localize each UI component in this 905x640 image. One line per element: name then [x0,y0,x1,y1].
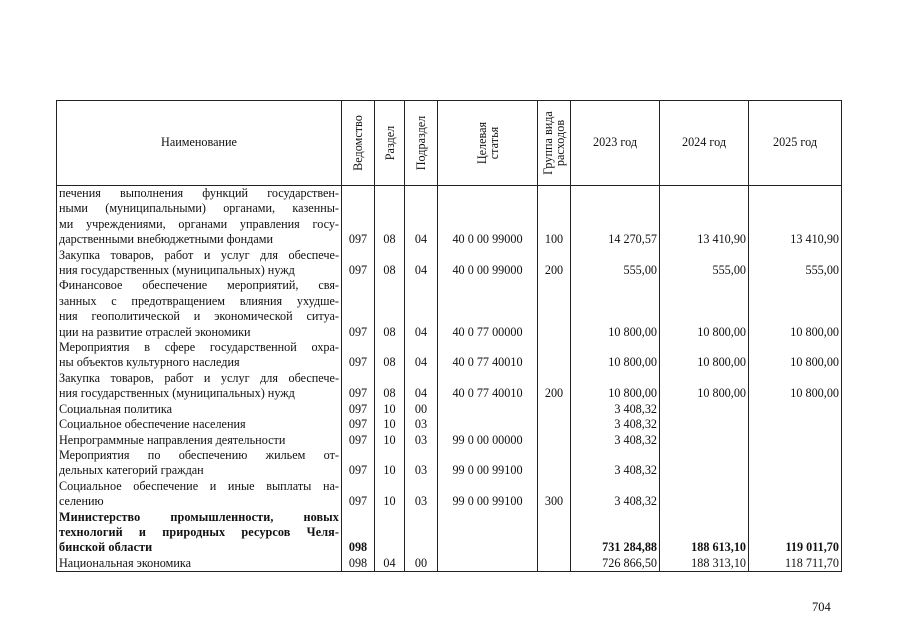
cell-subsection: 04 [405,371,438,402]
cell-dept: 097 [342,417,375,432]
header-subsection: Подраздел [405,101,438,186]
budget-table [56,100,842,572]
cell-group [538,510,571,556]
row-name-line: Министерство промышленности, новых [59,509,339,524]
cell-section: 10 [375,402,405,417]
row-name-line: Социальное обеспечение и иные выплаты на- [59,478,339,493]
cell-section: 04 [375,556,405,572]
cell-y2025: 13 410,90 [749,186,842,248]
cell-y2025: 555,00 [749,248,842,279]
cell-y2023: 10 800,00 [571,340,660,371]
cell-dept: 098 [342,510,375,556]
cell-subsection: 00 [405,556,438,572]
cell-group [538,402,571,417]
cell-y2023: 726 866,50 [571,556,660,572]
cell-y2025 [749,402,842,417]
cell-section: 08 [375,278,405,340]
cell-group [538,556,571,572]
row-name [57,417,342,432]
row-name [57,186,342,248]
table-row [57,556,842,572]
cell-dept: 097 [342,278,375,340]
cell-dept: 097 [342,479,375,510]
cell-y2023: 3 408,32 [571,402,660,417]
cell-dept: 097 [342,340,375,371]
cell-y2025: 119 011,70 [749,510,842,556]
header-2025: 2025 год [749,101,842,186]
cell-y2025: 10 800,00 [749,371,842,402]
cell-subsection: 03 [405,479,438,510]
cell-target: 99 0 00 99100 [438,448,538,479]
table-row [57,479,842,510]
cell-target: 40 0 77 40010 [438,371,538,402]
row-name [57,433,342,448]
row-name [57,556,342,572]
row-name-line: селению [59,494,104,509]
row-name [57,402,342,417]
cell-y2024 [660,417,749,432]
cell-subsection: 04 [405,340,438,371]
cell-target: 99 0 00 99100 [438,479,538,510]
cell-target [438,417,538,432]
cell-y2024: 13 410,90 [660,186,749,248]
row-name-line: Мероприятия по обеспечению жильем от- [59,447,339,462]
table-row [57,448,842,479]
cell-section: 10 [375,417,405,432]
cell-target: 40 0 77 00000 [438,278,538,340]
table-row [57,248,842,279]
row-name [57,278,342,340]
cell-group: 100 [538,186,571,248]
row-name-line: технологий и природных ресурсов Челя- [59,524,339,539]
row-name-line: Закупка товаров, работ и услуг для обеспече- [59,370,339,385]
cell-y2023: 3 408,32 [571,433,660,448]
cell-y2023: 10 800,00 [571,278,660,340]
cell-target [438,510,538,556]
cell-y2024 [660,448,749,479]
cell-y2025 [749,417,842,432]
cell-section: 10 [375,433,405,448]
row-name-line: ны объектов культурного наследия [59,355,240,370]
cell-y2024: 10 800,00 [660,371,749,402]
cell-section: 08 [375,248,405,279]
cell-subsection: 03 [405,417,438,432]
cell-y2024 [660,479,749,510]
cell-y2023: 3 408,32 [571,417,660,432]
table-row [57,340,842,371]
header-dept: Ведомство [342,101,375,186]
cell-group: 200 [538,371,571,402]
cell-group: 200 [538,248,571,279]
row-name-line: ния государственных (муниципальных) нужд [59,386,295,401]
table-row [57,433,842,448]
row-name [57,510,342,556]
cell-target [438,402,538,417]
cell-y2023: 3 408,32 [571,479,660,510]
cell-subsection: 04 [405,186,438,248]
cell-target: 40 0 77 40010 [438,340,538,371]
row-name [57,371,342,402]
table-header-row [57,101,842,186]
cell-y2023: 731 284,88 [571,510,660,556]
row-name-line: бинской области [59,540,153,555]
cell-dept: 097 [342,186,375,248]
row-name-line: печения выполнения функций государствен- [59,186,339,200]
row-name-line: дельных категорий граждан [59,463,204,478]
cell-dept: 098 [342,556,375,572]
row-name-line: ния геополитической и экономической ситуа- [59,309,339,324]
header-2024: 2024 год [660,101,749,186]
cell-subsection: 03 [405,433,438,448]
cell-y2025: 118 711,70 [749,556,842,572]
row-name-line: Мероприятия в сфере государственной охра- [59,340,339,355]
cell-y2023: 555,00 [571,248,660,279]
cell-target: 40 0 00 99000 [438,248,538,279]
table-row [57,510,842,556]
cell-section [375,510,405,556]
cell-y2023: 14 270,57 [571,186,660,248]
row-name [57,448,342,479]
cell-y2025: 10 800,00 [749,278,842,340]
cell-group [538,278,571,340]
cell-y2024: 555,00 [660,248,749,279]
row-name-line: ции на развитие отраслей экономики [59,324,251,339]
row-name-line: Социальное обеспечение населения [59,417,246,432]
row-name-line: Непрограммные направления деятельности [59,432,286,447]
table-row [57,402,842,417]
cell-dept: 097 [342,402,375,417]
cell-dept: 097 [342,448,375,479]
row-name [57,479,342,510]
row-name [57,248,342,279]
cell-dept: 097 [342,248,375,279]
cell-group [538,340,571,371]
cell-y2024 [660,433,749,448]
cell-target: 40 0 00 99000 [438,186,538,248]
header-target: Целевая статья [438,101,538,186]
table-row [57,417,842,432]
header-group: Группа вида расходов [538,101,571,186]
cell-section: 08 [375,340,405,371]
cell-group [538,433,571,448]
cell-y2023: 10 800,00 [571,371,660,402]
cell-y2025: 10 800,00 [749,340,842,371]
cell-subsection [405,510,438,556]
cell-y2024: 10 800,00 [660,278,749,340]
cell-section: 08 [375,186,405,248]
row-name-line: Национальная экономика [59,555,192,570]
cell-y2025 [749,433,842,448]
table-row [57,371,842,402]
header-name: Наименование [57,101,342,186]
page-number: 704 [812,600,831,614]
cell-y2023: 3 408,32 [571,448,660,479]
cell-section: 10 [375,479,405,510]
row-name-line: ми учреждениями, органами управления госу- [59,216,339,231]
cell-target: 99 0 00 00000 [438,433,538,448]
cell-dept: 097 [342,371,375,402]
cell-subsection: 04 [405,248,438,279]
cell-group: 300 [538,479,571,510]
row-name-line: Социальная политика [59,401,173,416]
table-body [57,186,842,572]
cell-y2024: 188 613,10 [660,510,749,556]
cell-group [538,417,571,432]
cell-y2025 [749,448,842,479]
table-row [57,186,842,248]
header-section: Раздел [375,101,405,186]
cell-y2024: 10 800,00 [660,340,749,371]
row-name-line: дарственными внебюджетными фондами [59,232,273,247]
row-name-line: занных с предотвращением влияния ухудше- [59,293,339,308]
row-name-line: Финансовое обеспечение мероприятий, свя- [59,278,339,293]
cell-subsection: 04 [405,278,438,340]
header-2023: 2023 год [571,101,660,186]
cell-section: 10 [375,448,405,479]
cell-subsection: 00 [405,402,438,417]
row-name-line: ными (муниципальными) органами, казенны- [59,201,339,216]
cell-dept: 097 [342,433,375,448]
cell-group [538,448,571,479]
cell-y2024 [660,402,749,417]
row-name [57,340,342,371]
cell-subsection: 03 [405,448,438,479]
cell-y2024: 188 313,10 [660,556,749,572]
row-name-line: ния государственных (муниципальных) нужд [59,263,295,278]
row-name-line: Закупка товаров, работ и услуг для обеспече- [59,247,339,262]
table-row [57,278,842,340]
cell-target [438,556,538,572]
cell-section: 08 [375,371,405,402]
cell-y2025 [749,479,842,510]
